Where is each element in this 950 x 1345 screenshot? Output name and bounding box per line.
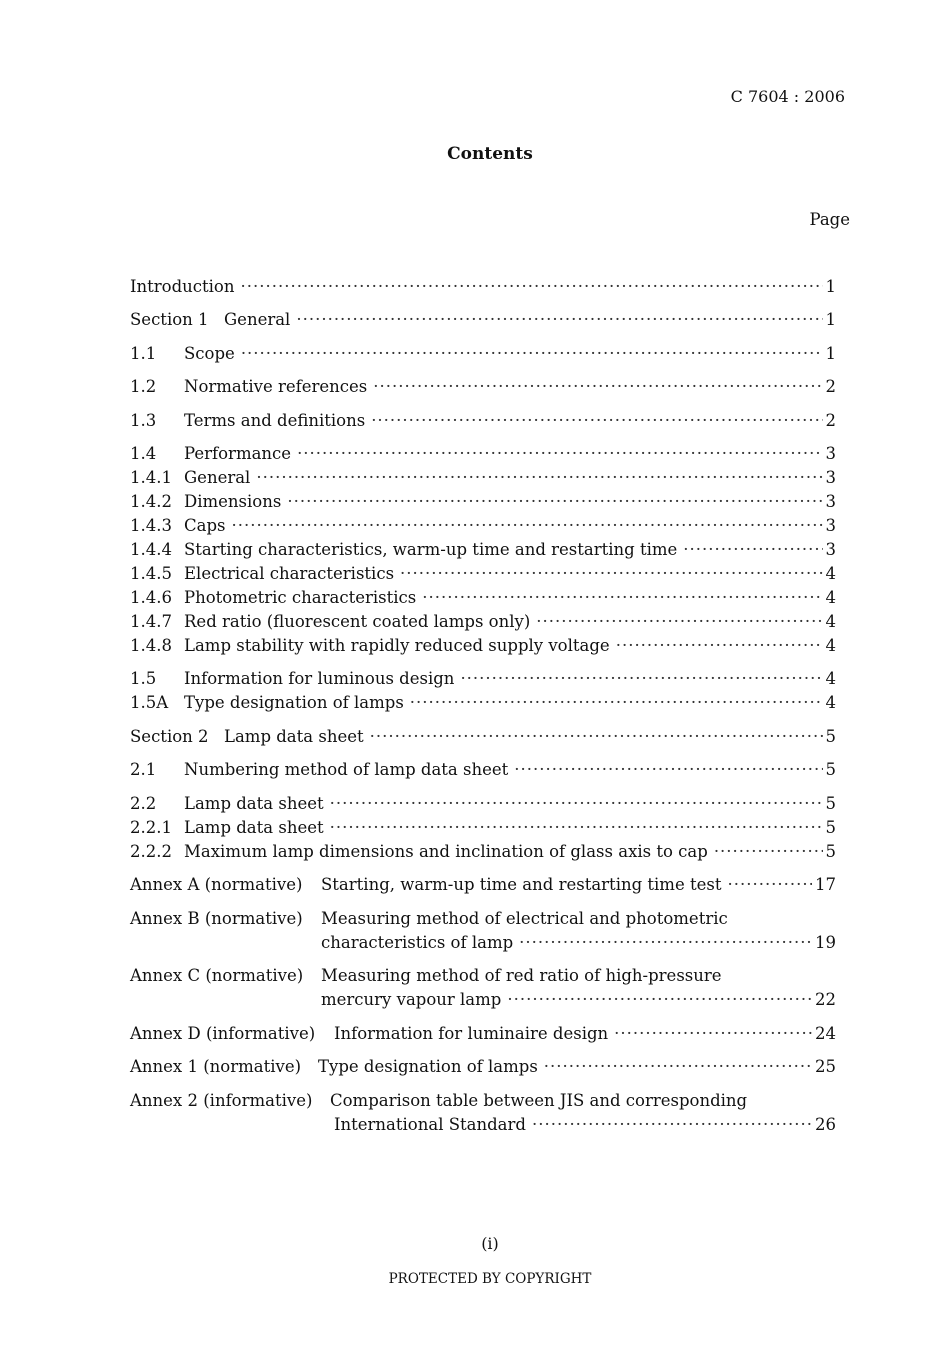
toc-label: Starting characteristics, warm-up time and restarting time bbox=[184, 540, 678, 559]
toc-page: 5 bbox=[825, 727, 836, 746]
toc-entry[interactable] bbox=[130, 588, 836, 610]
toc-number: 1.4.7 bbox=[130, 612, 172, 631]
toc-number: 1.1 bbox=[130, 344, 157, 363]
annex-page: 22 bbox=[815, 990, 836, 1009]
annex-entry-continuation[interactable] bbox=[321, 990, 836, 1012]
document-id: C 7604 : 2006 bbox=[730, 87, 845, 106]
toc-entry[interactable] bbox=[130, 444, 836, 466]
toc-entry[interactable] bbox=[130, 760, 836, 782]
annex-title-line1: Measuring method of red ratio of high-pressure bbox=[321, 966, 722, 985]
toc-number: 2.2.1 bbox=[130, 818, 172, 837]
toc-label: Lamp stability with rapidly reduced supply voltage bbox=[184, 636, 610, 655]
annex-entry[interactable] bbox=[130, 1057, 836, 1079]
dot-leader bbox=[296, 310, 822, 329]
toc-number: 1.3 bbox=[130, 411, 157, 430]
annex-page: 26 bbox=[815, 1115, 836, 1134]
toc-entry[interactable] bbox=[130, 818, 836, 840]
annex-page: 25 bbox=[815, 1057, 836, 1076]
toc-label: Normative references bbox=[184, 377, 368, 396]
dot-leader bbox=[330, 818, 823, 837]
dot-leader bbox=[616, 636, 823, 655]
toc-label: Numbering method of lamp data sheet bbox=[184, 760, 509, 779]
toc-entry[interactable] bbox=[130, 564, 836, 586]
toc-page: 5 bbox=[825, 842, 836, 861]
dot-leader bbox=[532, 1115, 812, 1134]
toc-entry[interactable] bbox=[130, 636, 836, 658]
toc-label: Electrical characteristics bbox=[184, 564, 395, 583]
toc-label: Information for luminous design bbox=[184, 669, 455, 688]
toc-page: 1 bbox=[825, 344, 836, 363]
toc-number: 2.1 bbox=[130, 760, 157, 779]
copyright-notice: PROTECTED BY COPYRIGHT bbox=[388, 1271, 592, 1287]
toc-page: 4 bbox=[825, 612, 836, 631]
toc-page: 2 bbox=[825, 411, 836, 430]
toc-label: Scope bbox=[184, 344, 235, 363]
dot-leader bbox=[514, 760, 822, 779]
toc-number: 2.2 bbox=[130, 794, 157, 813]
toc-page: 1 bbox=[825, 277, 836, 296]
page-number: (i) bbox=[481, 1234, 499, 1253]
dot-leader bbox=[330, 794, 823, 813]
dot-leader bbox=[373, 377, 822, 396]
toc-number: 1.4.1 bbox=[130, 468, 172, 487]
toc-label: Type designation of lamps bbox=[184, 693, 404, 712]
toc-label: Photometric characteristics bbox=[184, 588, 417, 607]
annex-title-line2: characteristics of lamp bbox=[321, 933, 514, 952]
toc-label: Lamp data sheet bbox=[224, 727, 364, 746]
toc-label: Caps bbox=[184, 516, 226, 535]
toc-number: 1.2 bbox=[130, 377, 157, 396]
dot-leader bbox=[536, 612, 822, 631]
dot-leader bbox=[241, 277, 823, 296]
toc-label: Terms and definitions bbox=[184, 411, 366, 430]
toc-page: 4 bbox=[825, 564, 836, 583]
dot-leader bbox=[371, 411, 822, 430]
dot-leader bbox=[614, 1024, 812, 1043]
toc-entry[interactable] bbox=[130, 727, 836, 749]
annex-title-line1: Comparison table between JIS and corresponding bbox=[330, 1091, 748, 1110]
dot-leader bbox=[400, 564, 822, 583]
toc-page: 3 bbox=[825, 492, 836, 511]
toc-entry[interactable] bbox=[130, 277, 836, 299]
annex-title-line2: International Standard bbox=[334, 1115, 526, 1134]
toc-label: Dimensions bbox=[184, 492, 282, 511]
toc-entry[interactable] bbox=[130, 693, 836, 715]
toc-page: 5 bbox=[825, 818, 836, 837]
toc-entry[interactable] bbox=[130, 516, 836, 538]
dot-leader bbox=[460, 669, 822, 688]
annex-number: Annex D (informative) bbox=[130, 1024, 316, 1043]
annex-number: Annex 1 (normative) bbox=[130, 1057, 302, 1076]
toc-entry[interactable] bbox=[130, 411, 836, 433]
dot-leader bbox=[507, 990, 812, 1009]
toc-entry[interactable] bbox=[130, 310, 836, 332]
annex-title: Type designation of lamps bbox=[318, 1057, 538, 1076]
dot-leader bbox=[519, 933, 812, 952]
toc-entry[interactable] bbox=[130, 669, 836, 691]
toc-entry[interactable] bbox=[130, 540, 836, 562]
toc-number: Section 1 bbox=[130, 310, 209, 329]
toc-page: 3 bbox=[825, 516, 836, 535]
toc-page: 5 bbox=[825, 760, 836, 779]
page-column-label: Page bbox=[809, 210, 850, 229]
dot-leader bbox=[370, 727, 823, 746]
dot-leader bbox=[422, 588, 822, 607]
toc-number: 1.4.2 bbox=[130, 492, 172, 511]
toc-page: 1 bbox=[825, 310, 836, 329]
toc-label: Lamp data sheet bbox=[184, 794, 324, 813]
annex-entry[interactable] bbox=[130, 1024, 836, 1046]
toc-number: 1.5A bbox=[130, 693, 169, 712]
toc-entry[interactable] bbox=[130, 492, 836, 514]
dot-leader bbox=[410, 693, 823, 712]
toc-number: 1.4.6 bbox=[130, 588, 172, 607]
toc-entry[interactable] bbox=[130, 344, 836, 366]
toc-number: 1.4 bbox=[130, 444, 157, 463]
dot-leader bbox=[544, 1057, 812, 1076]
page-title: Contents bbox=[447, 144, 533, 164]
annex-entry-continuation[interactable] bbox=[334, 1115, 836, 1137]
toc-label: Maximum lamp dimensions and inclination of glass axis to cap bbox=[184, 842, 708, 861]
dot-leader bbox=[256, 468, 822, 487]
dot-leader bbox=[297, 444, 822, 463]
toc-number: 2.2.2 bbox=[130, 842, 172, 861]
dot-leader bbox=[287, 492, 822, 511]
toc-label: Introduction bbox=[130, 277, 235, 296]
toc-number: Section 2 bbox=[130, 727, 209, 746]
annex-page: 19 bbox=[815, 933, 836, 952]
toc-number: 1.4.5 bbox=[130, 564, 172, 583]
toc-label: General bbox=[224, 310, 291, 329]
toc-page: 4 bbox=[825, 693, 836, 712]
annex-title: Starting, warm-up time and restarting time test bbox=[321, 875, 722, 894]
toc-entry[interactable] bbox=[130, 468, 836, 490]
toc-label: Lamp data sheet bbox=[184, 818, 324, 837]
toc-page: 3 bbox=[825, 444, 836, 463]
toc-number: 1.5 bbox=[130, 669, 157, 688]
toc-page: 3 bbox=[825, 468, 836, 487]
dot-leader bbox=[241, 344, 823, 363]
annex-number: Annex 2 (informative) bbox=[130, 1091, 313, 1110]
annex-number: Annex B (normative) bbox=[130, 909, 303, 928]
annex-entry[interactable] bbox=[130, 875, 836, 897]
toc-number: 1.4.4 bbox=[130, 540, 172, 559]
toc-entry[interactable] bbox=[130, 612, 836, 634]
toc-label: General bbox=[184, 468, 251, 487]
toc-page: 4 bbox=[825, 636, 836, 655]
toc-number: 1.4.3 bbox=[130, 516, 172, 535]
toc-label: Performance bbox=[184, 444, 292, 463]
toc-entry[interactable] bbox=[130, 377, 836, 399]
dot-leader bbox=[683, 540, 822, 559]
dot-leader bbox=[232, 516, 823, 535]
dot-leader bbox=[727, 875, 812, 894]
annex-number: Annex C (normative) bbox=[130, 966, 304, 985]
annex-title-line1: Measuring method of electrical and photometric bbox=[321, 909, 728, 928]
annex-page: 17 bbox=[815, 875, 836, 894]
toc-page: 3 bbox=[825, 540, 836, 559]
toc-page: 5 bbox=[825, 794, 836, 813]
annex-number: Annex A (normative) bbox=[130, 875, 303, 894]
dot-leader bbox=[714, 842, 823, 861]
toc-page: 4 bbox=[825, 588, 836, 607]
toc-entry[interactable] bbox=[130, 842, 836, 864]
toc-entry[interactable] bbox=[130, 794, 836, 816]
annex-title-line2: mercury vapour lamp bbox=[321, 990, 502, 1009]
toc-page: 4 bbox=[825, 669, 836, 688]
toc-number: 1.4.8 bbox=[130, 636, 172, 655]
annex-title: Information for luminaire design bbox=[334, 1024, 609, 1043]
toc-page: 2 bbox=[825, 377, 836, 396]
annex-page: 24 bbox=[815, 1024, 836, 1043]
toc-label: Red ratio (fluorescent coated lamps only) bbox=[184, 612, 531, 631]
annex-entry-continuation[interactable] bbox=[321, 933, 836, 955]
